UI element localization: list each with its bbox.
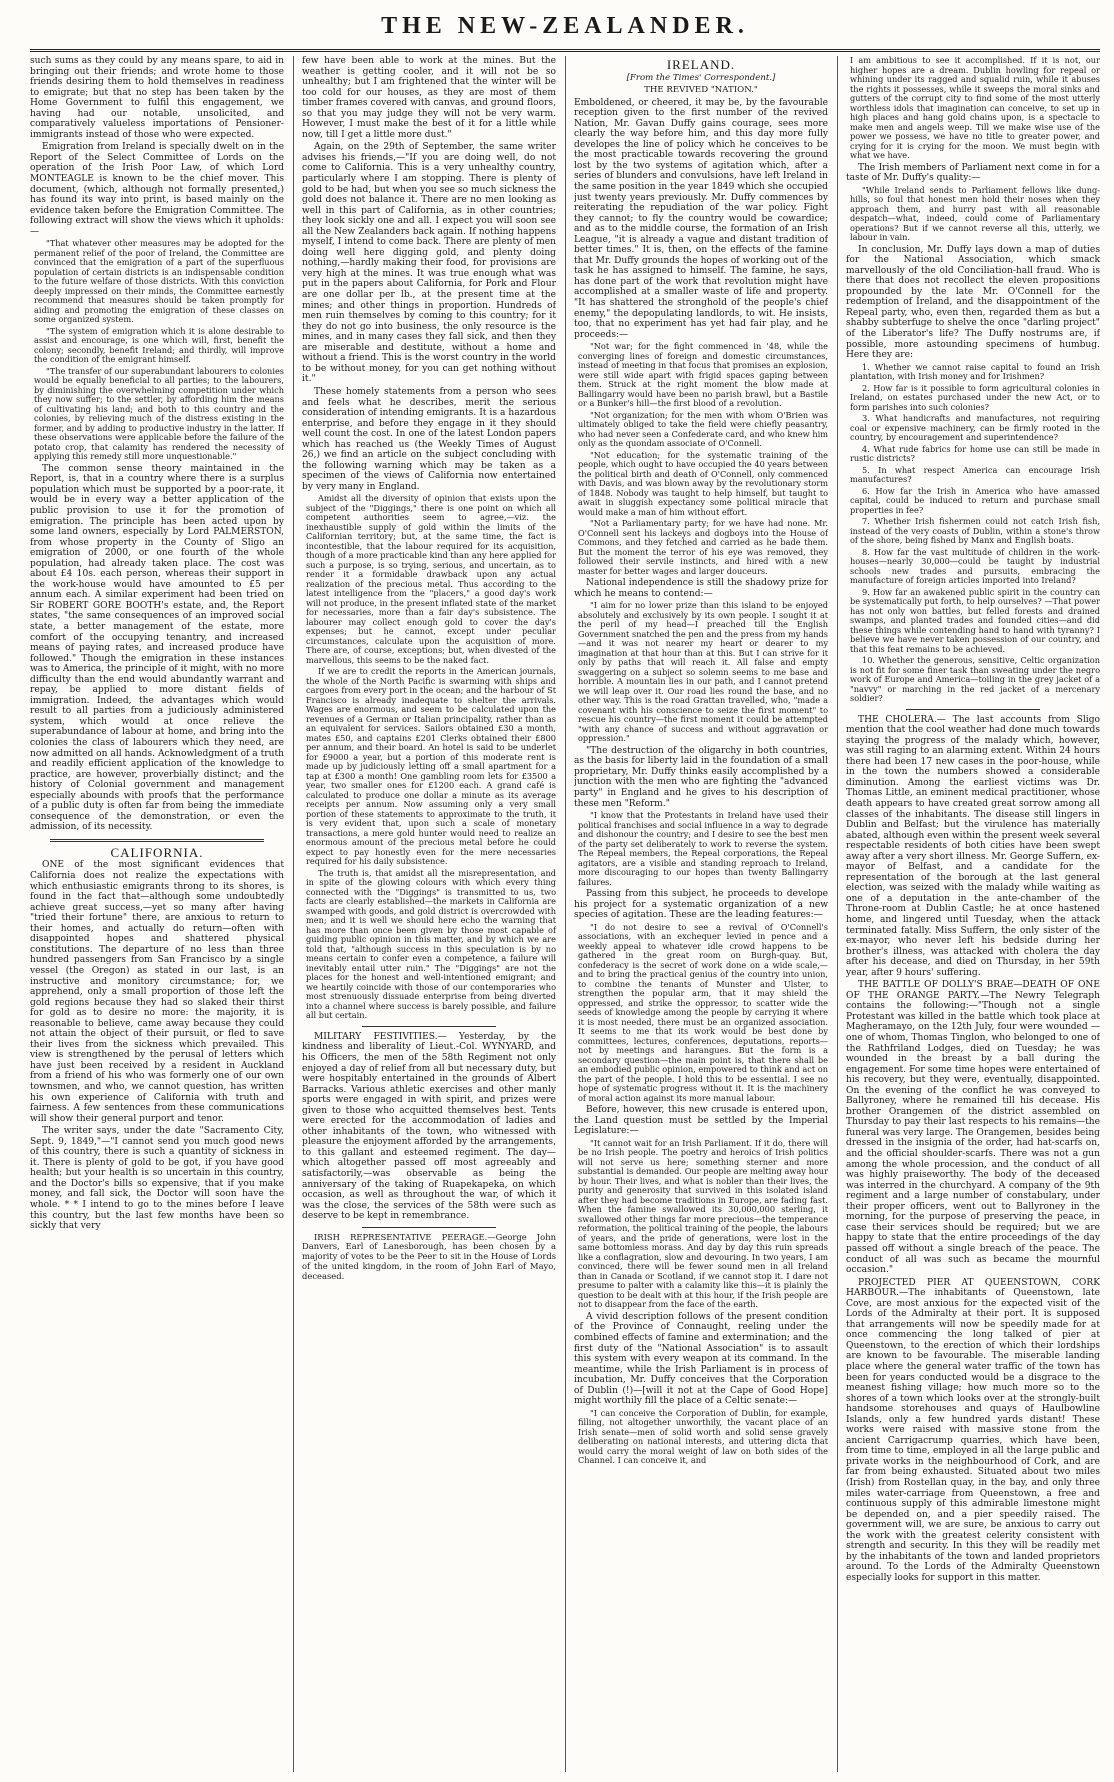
ireland-quote-corporation: "I can conceive the Corporation of Dublin, for example, filling, not altogether unworthily, the vacant place of an Irish senate—men of solid worth and solid sense gravely deliberating on national interests, and uttering dicta that would carry the moral weight of law on both sides of the Channel. I can conceive it, and: [578, 1407, 828, 1466]
cholera-item: THE CHOLERA.— The last accounts from Sligo mention that the cool weather had done much towards staying the progress of the malady which, however, was still raging to an alarming extent. Within 24 hours there had been 17 new cases in the poor-house, while in the town the numbers showed a considerable diminution. Among the earliest victims was Dr. Thomas Little, an eminent medical practitioner, whose death appears to have created great sorrow among all classes of the inhabitants. The disease still lingers in Dublin and Belfast; but the virulence has materially abated, although even within the present week several respectable residents of both cities have been swept away after a very short illness. Mr. George Suffern, ex-mayor of Belfast, and a candidate for the representation of the borough at the last general election, was seized with the malady while waiting as one of a deputation in the ante-chamber of the Throne-room at Dublin Castle; he at once hastened home, and lingered until Tuesday, when the attack terminated fatally. Miss Suffern, the only sister of the ex-mayor, who never left his bedside during her brother's illness, was attacked with cholera the day after his decease, and died on Thursday, in her 59th year, after 9 hours' suffering.: [846, 714, 1100, 978]
column-rule: [837, 56, 838, 1772]
column-2: [302, 56, 556, 1772]
ireland-quote-education: "Not education; for the systematic training of the people, which ought to have occupied the 40 years between the political birth and death of O'Connell, only commenced with Davis, and was blown away by the revolutionary storm of 1848. Nobody was taught to help himself, but taught to await in sluggish expectancy some political miracle that would make a man of him without effort.: [578, 449, 828, 517]
masthead-rule: [30, 49, 1100, 52]
duffy-list-item: 5. In what respect America can encourage Irish manufactures?: [850, 464, 1100, 485]
duffy-list-item: 6. How far the Irish in America who have amassed capital, could be induced to return and purchase small properties in fee?: [850, 485, 1100, 515]
ireland-quote-prize: "I aim for no lower prize than this island to be enjoyed absolutely and exclusively by its own people. I sought it at the peril of my head—I preached till the English Government snatched the pen and the press from my hands—and it was not nearer my heart or dearer to my imagination at that hour than at this. But I can strive for it only by paths that will reach it. All false and empty swaggering on a subject so solemn seems to me base and horrible. A mountain lies in our path, and I cannot pretend we will leap over it. Our road lies round the base, and no other way. This is the road Grattan travelled, who, "made a covenant with his conscience to seize the first moment" to rescue his country—the first moment it could be attempted "with any chance of success and without aggravation or oppression.": [578, 600, 828, 744]
section-divider: [50, 839, 264, 842]
item-divider: [906, 709, 1040, 710]
california-letter: The writer says, under the date "Sacramento City, Sept. 9, 1849,"—"I cannot send you much good news of this country, there is such a quantity of sickness in it. There is plenty of gold to be got, if you have good health; but your health is so uncertain in this country, and the Doctor's bills so expensive, that if you make money, and fall sick, the Doctor will soon have the whole. * * I intend to go to the mines before I leave this country, but the last few months have been so sickly that very: [30, 1126, 284, 1232]
california-letter-2: Again, on the 29th of September, the same writer advises his friends,—"If you are doing well, do not come to California. This is a very unhealthy country, particularly where I am stopping. There is plenty of gold to be had, but when you see so much sickness the gold does not balance it. There are no men looking as well in this part of California, as in other countries; they look sickly one and all. I expect you will soon see all the New Zealanders back again. If nothing happens myself, I intend to come back. There are plenty of men doing well here digging gold, and plenty doing nothing,—hardly making their food, for provisions are very high at the mines. It was true enough what was put in the papers about California, for Pork and Flour are one dollar per lb., at the present time at the mines; and other things in proportion. Hundreds of men ruin themselves by coming to this country; for it they do not go into business, the only resource is the mines, and in many cases they fall sick, and then they are miserable and destitute, without a home and without a friend. This is the worst country in the world to be without money, for you can get nothing without it.": [302, 142, 556, 385]
column-rule: [565, 56, 566, 1772]
ireland-quote-parliament: "Not a Parliamentary party; for we have had none. Mr. O'Connell sent his lackeys and dogboys into the House of Commons, and they fetched and carried as he bade them. But the moment the terror of his eye was removed, they followed their servile instincts, and hired with a new master for better wages and larger douceurs.: [578, 518, 828, 576]
newspaper-title: THE NEW-ZEALANDER.: [381, 13, 749, 39]
military-festivities-item: MILITARY FESTIVITIES.— Yesterday, by the kindness and liberality of Lieut.-Col. WYNYARD, and his Officers, the men of the 58th Regiment not only enjoyed a day of relief from all but necessary duty, but were hospitably entertained in the grounds of Albert Barracks. Various athletic exercises and other manly sports were engaged in with spirit, and prizes were given to those who acquitted themselves best. Tents were erected for the accommodation of ladies and other inhabitants of the town, who witnessed with pleasure the enjoyment afforded by the arrangements, to this gallant and esteemed regiment. The day—which altogether passed off most agreeably and satisfactorily,—was observable as being the anniversary of the taking of Ruapekapeka, on which occasion, as well as throughout the war, of which it was the close, the services of the 58th were such as deserve to be kept in remembrance.: [302, 1031, 556, 1222]
column-1: [30, 56, 284, 1772]
ireland-heading: IRELAND.: [666, 57, 736, 72]
emigration-theory-paragraph: The common sense theory maintained in the Report, is, that in a country where there is a surplus population which must be supported by a poor-rate, it would be in every way a better application of the public provision to use it for the promotion of emigration. The principle has been acted upon by some land owners, especially by Lord PALMERSTON, from whose property in the County of Sligo an emigration of 2000, or one fourth of the whole population, had already taken place. The cost was about £4 10s. each person, whereas their support in the work-house would have amounted to £5 per annum each. A similar experiment had been tried on Sir ROBERT GORE BOOTH's estate, and, the Report states, "the same consequences of an improved social state, a better management of the estate, more comfort of the occupying tenantry, and increased means of paying rates, and increased produce have followed." Though the emigration in these instances was to America, the principle of it might, with no more difficulty than the end would abundantly warrant and repay, be applied to more distant fields of immigration. Indeed, the advantages which would result to all parties from a judiciously administered system, which would at once relieve the superabundance of labour at home, and bring into the colonies the class of labourers which they need, are now admitted on all hands. Acknowledgment of a truth and readily efficient application of the knowledge to practice, are however, proverbially distinct; and the history of Colonial government and management especially abounds with proofs that the performance of a public duty is often far from being the immediate consequence of the demonstration, or even the admission, of its necessity.: [30, 463, 284, 833]
report-quote-2: "The system of emigration which it is alone desirable to assist and encourage, is one which will, first, benefit the colony; secondly, benefit Ireland; and thirdly, will improve the condition of the emigrant himself.: [34, 325, 284, 365]
report-quote-3: "The transfer of our superabundant labourers to colonies would be equally beneficial to all parties; to the labourers, by diminishing the overwhelming competition under which they now suffer; to the settler, by affording him the means of cultivating his land; and both to this country and the colonies, by relieving much of the distress existing in the former, and by adding to productive industry in the latter. If these observations were applicable before the failure of the potato crop, that calamity has rendered the necessity of applying this remedy still more unquestionable.": [34, 365, 284, 462]
ireland-quote-war: "Not war; for the fight commenced in '48, while the converging lines of foreign and domestic circumstances, instead of meeting in that focus that promises an explosion, were still wide apart with frigid spaces gaping between them. Struck at the right moment the blow made at Ballingarry would have been no parish brawl, but a Bastile or a Bunker's hill—the first blood of a revolution.: [578, 341, 828, 409]
ireland-quote-land: "It cannot wait for an Irish Parliament. If it do, there will be no Irish people. The poetry and heroics of Irish politics will not serve us here; something sterner and more substantial is demanded. Our people are melting away hour by hour. Their lives, and what is nobler than their lives, the purity and generosity that survived in this isolated island after they had become traditions in Europe, are fading fast. When the famine swallowed its 30,000,000 sterling, it swallowed other things far more precious—the temperance reformation, the political training of the people, the labours of years, and the pride of generations, were lost in the same bottomless morass. And day by day this ruin spreads like a conflagration, slow and devouring. In two years, I am convinced, there will be fewer sound men in all Ireland than in Canada or Scotland, if we cannot stop it. I dare not presume to palter with a calamity like this—it is plainly the question to be dealt with at this hour, if the Irish people are not to disappear from the face of the earth.: [578, 1137, 828, 1310]
ireland-quote-organization: "Not organization; for the men with whom O'Brien was ultimately obliged to take the field were chiefly peasantry, who had never seen a Confederate card, and who knew him only as the quondam associate of O'Connell.: [578, 409, 828, 449]
california-heading: CALIFORNIA.: [110, 844, 204, 860]
ireland-paragraph-2: National independence is still the shadowy prize for which he means to contend:—: [574, 578, 828, 599]
ireland-paragraph-7: The Irish members of Parliament next come in for a taste of Mr. Duffy's quality:—: [846, 162, 1100, 184]
ireland-paragraph-5: Before, however, this new crusade is entered upon, the Land question must be settled by the Imperial Legislature:—: [574, 1105, 828, 1137]
column-rule: [293, 56, 294, 1772]
column-3: [574, 56, 828, 1772]
ireland-quote-protestants: "I know that the Protestants in Ireland have used their political franchises and social influence in a way to degrade and dishonour the country; and I desire to see the best men of the party set deliberately to work to reverse the system. The Repeal members, the Repeal corporations, the Repeal agitators, are a visible and standing reproach to Ireland, more discouraging to our hopes than twenty Ballingarry failures.: [578, 810, 828, 887]
ireland-paragraph-3: "The destruction of the oligarchy in both countries, as the basis for liberty laid in the foundation of a small proprietary, Mr. Duffy thinks easily accomplished by a junction with the men who are fighting the "advanced party" in England and he gives to his description of these men "Reform.": [574, 745, 828, 809]
report-quote-1: "That whatever other measures may be adopted for the permanent relief of the poor of Ireland, the Committee are convinced that the emigration of a part of the superfluous population of certain districts is an indispensable condition to the future welfare of those districts. With this conviction deeply impressed on their minds, the Committee earnestly recommend that measures should be taken promptly for aiding and promoting the emigration of these classes on some organized system.: [34, 238, 284, 325]
ireland-paragraph-6: A vivid description follows of the present condition of the Province of Connaught, reeling under the combined effects of famine and extermination; and the first duty of the "National Association" is to assault this system with every weapon at its command. In the meantime, while the Irish Parliament is in process of incubation, Mr. Duffy conceives that the Corporation of Dublin (!)—[will it not at the Cape of Good Hope] might worthily fill the place of a Celtic senate:—: [574, 1311, 828, 1407]
queenstown-pier-item: PROJECTED PIER AT QUEENSTOWN, CORK HARBOUR.—The inhabitants of Queenstown, late Cove, are most anxious for the expected visit of the Lords of the Admiralty at their port. It is supposed that arrangements will now be speedily made for at once commencing the long talked of pier at Queenstown, to the erection of which their lordships are known to be favourable. The miserable landing place where the general water traffic of the town has been for years conducted would be a disgrace to the meanest fishing village; how much more so to the shores of a town which looks over at the strongly-built handsome storehouses and quays of Haulbowline Islands, only a few hundred yards distant! These works were raised with massive stone from the ancient Carrigacrump quarries, which have been, from time to time, employed in all the large public and private works in the neighbourhood of Cork, and are far from being exhausted. Situated about two miles (Irish) from Rostellan quay, in the bay, and only three miles water-carriage from Queenstown, a free and continuous supply of this admirable limestone might be depended on, and a pier speedily raised. The government will, we are sure, be anxious to carry out the work with the greatest celerity consistent with strength and security. In this they will be readily met by the inhabitants of the town and landed proprietors around. To the Lords of the Admiralty Queenstown especially looks for support in this matter.: [846, 1277, 1100, 1583]
masthead: [30, 8, 1100, 52]
duffy-list-item: 1. Whether we cannot raise capital to found an Irish plantation, with Irish money and for Irishmen?: [850, 361, 1100, 382]
ireland-paragraph-4: Passing from this subject, he proceeds to develope his project for a systematic organization of a new species of agitation. These are the leading features:—: [574, 889, 828, 921]
california-letter-continued: few have been able to work at the mines. But the weather is getting cooler, and it will not be so unhealthy; but I am frightened that the winter will be too cold for our houses, as they are most of them timber frames covered with canvas, and ground floors, so that you may judge they will not be very warm. However, I must make the best of it for a little while now, till I get a little more dust.": [302, 56, 556, 140]
duffy-list-item: 4. What rude fabrics for home use can still be made in rustic districts?: [850, 443, 1100, 464]
emigration-paragraph: Emigration from Ireland is specially dwelt on in the Report of the Select Committee of Lords on the operation of the Irish Poor Law, of which Lord MONTEAGLE is known to be the chief mover. This document, (which, although not formally presented,) has found its way into print, is based mainly on the evidence taken before the Emigration Committee. The following extract will show the views which it upholds:—: [30, 142, 284, 237]
ireland-paragraph-8: In conclusion, Mr. Duffy lays down a map of duties for the National Association, which smack marvellously of the old Conciliation-hall fraud. Who is there that does not recollect the eleven propositions propounded by the late Mr. O'Connell for the redemption of Ireland, and the disappointment of the Repeal party, who, even then, regarded them as but a shabby subterfuge to shelve the once "darling project" of the Liberator's life? The Duffy nostrums are, if possible, more astounding specimens of humbug. Here they are:: [846, 244, 1100, 361]
ireland-quote-continued: I am ambitious to see it accomplished. If it is not, our higher hopes are a dream. Dublin howling for repeal or whining under its ragged and squalid ruin, while it abuses the rights it possesses, while it sweeps the moral sinks and gutters of the corrupt city to find some of the most utterly worthless idols that imagination can conceive, to set up in high places and hang gold chains upon, is a spectacle to make men and angels weep. Till we make wise use of the power we possess, we have no title to greater power, and crying for it is crying for the moon. We must begin with what we have.: [850, 56, 1100, 160]
duffy-list-item: 7. Whether Irish fishermen could not catch Irish fish, instead of the very coasts of Dublin, within a stone's throw of the shore, being fished by Manx and English boats.: [850, 516, 1100, 546]
ireland-paragraph-1: Emboldened, or cheered, it may be, by the favourable reception given to the first number of the revived Nation, Mr. Gavan Duffy gains courage, sees more clearly the way before him, and this day more fully developes the line of policy which he conceives to be the most practicable towards recovering the ground lost by the two systems of agitation which, after a series of blunders and convulsions, have left Ireland in the same position in the year 1849 which she occupied just twenty years previously. Mr. Duffy commences by reiterating the repudiation of the war policy. Fight they cannot; to fly the country would be cowardice; and as to the middle course, the formation of an Irish League, "it is already a vague and distant tradition of better times." It is, then, on the effects of the famine that Mr. Duffy grounds the hopes of working out of the task he has assigned to himself. The famine, he says, has done part of the work that revolution might have accomplished at a smaller waste of life and property. "It has shattered the stronghold of the people's chief enemy," the depopulating landlords, to wit. He insists, too, that no experiment has yet had fair play, and he proceeds:—: [574, 97, 828, 340]
ireland-quote-association: "I do not desire to see a revival of O'Connell's associations, with an exchequer levied in pence and a weekly appeal to whatever idle crowd happens to be gathered in the great room on Burgh-quay. But, confederacy is the secret of work done on a wide scale,—and to bring the practical genius of the country into union, to combine the tenants of Munster and Ulster, to strengthen the popular arm, that it may shield the oppressed, and strike the oppressor, to scatter wide the seeds of knowledge among the people by carrying it where it is most needed, there must be an organized association. It seems to me that its work would be best done by committees, lectures, conferences, deputations, reports—not by meetings and harangues. But the form is a secondary question—the main point is, that there shall be an embodied public opinion, empowered to think and act on the part of the people. I hold this to be essential. I see no hope of systematic progress without it. It is the machinery of moral action against its more manual labour.: [578, 921, 828, 1103]
ireland-byline: [From the Times' Correspondent.]: [626, 72, 776, 83]
duffy-list-item: 3. What handicrafts and manufactures, not requiring coal or expensive machinery, can be firmly rooted in the country, by encouragement and superintendence?: [850, 413, 1100, 443]
weekly-times-quote-1: Amidst all the diversity of opinion that exists upon the subject of the "Diggings," there is one point on which all competent authorities seem to agree,—viz. the inexhaustible supply of gold within the limits of the Californian territory; but, at the same time, the fact is incontestible, that the labour required for its acquisition, though of a more practicable kind than any here applied for such a purpose, is so trying, serious, and uncertain, as to render it a formidable drawback upon any actual realization of the precious metal. Thus according to the latest intelligence from the "placers," a good day's work will not produce, in the present inflated state of the market for necessaries, more than a fair day's subsistence. The labourer may collect enough gold to cover the day's expenses; but he cannot, except under peculiar circumstances, calculate upon the acquisition of more. There are, of course, exceptions; but, when divested of the marvellous, this seems to be the naked fact.: [306, 493, 556, 665]
duffy-list-item: 2. How far is it possible to form agricultural colonies in Ireland, on estates purchased under the new Act, or to form parishes into such colonies?: [850, 382, 1100, 412]
ireland-subheading: THE REVIVED "NATION.": [644, 85, 758, 96]
california-paragraph-1: ONE of the most significant evidences that California does not realize the expectations with which enthusiastic emigrants throng to its shores, is found in the fact that—although some undoubtedly achieve great success,—yet so many after having "tried their fortune" there, are anxious to return to their homes, and actually do return—often with disappointed hopes and shattered physical constitutions. The departure of no less than three hundred passengers from San Francisco by a single vessel (the Oregon) as stated in our last, is an instructive and monitory circumstance; for, we apprehend, only a small proportion of those left the gold regions because they had so slaked their thirst for gold as to desire no more: the majority, it is reasonable to believe, came away because they could not attain the object of their pursuit, or fled to save their lives from the sickness which prevailed. This view is strengthened by the perusal of letters which have just been received by a resident in Auckland from a friend of his who was formerly one of our own townsmen, and who, we cannot question, has written his own experience of California with truth and fairness. A few sentences from these communications will show their general purport and tenor.: [30, 860, 284, 1124]
column-4: [846, 56, 1100, 1772]
ireland-quote-members: "While Ireland sends to Parliament fellows like dung-hills, so foul that honest men hold their noses when they approach them, and hurry past with all reasonable despatch—what, indeed, could come of Parliamentary operations? But if we cannot reverse all this, utterly, we labour in vain.: [850, 184, 1100, 243]
item-divider: [362, 1227, 496, 1228]
duffy-list-item: 9. How far an awakened public spirit in the country can be systematically put forth, to help ourselves? —That power has not only won battles, but felled forests and drained swamps, and planted trades and founded cities—and did these things while contending hand to hand with tyranny? I believe we have never taken possession of our country, and that this feat remains to be achieved.: [850, 586, 1100, 654]
item-divider: [362, 1026, 496, 1027]
article-columns: [30, 56, 1100, 1772]
emigration-continued: such sums as they could by any means spare, to aid in bringing out their friends; and wrote home to those friends desiring them to hold themselves in readiness to emigrate; but that no step has been taken by the Home Government to fulfil this engagement, we having had our notable, unsolicited, and comparatively valueless importations of Pensioner-immigrants instead of those who were expected.: [30, 56, 284, 140]
duffy-list-item: 10. Whether the generous, sensitive, Celtic organization is not fit for some finer task than sweating under the negro work of Europe and America—toiling in the grey jacket of a "navvy" or marching in the red jacket of a mercenary soldier?: [850, 655, 1100, 704]
california-commentary: These homely statements from a person who sees and feels what he describes, merit the serious consideration of intending emigrants. It is a hazardous enterprise, and before they engage in it they should well count the cost. In one of the latest London papers which has reached us (the Weekly Times of August 26,) we find an article on the subject concluding with the following warning which may be taken as a specimen of the views of California now entertained by very many in England.: [302, 386, 556, 492]
weekly-times-quote-3: The truth is, that amidst all the misrepresentation, and in spite of the glowing colours with which every thing connected with the "Diggings" is transmitted to us, two facts are clearly established—the markets in California are swamped with goods, and gold district is overcrowded with men; and it is well we should here echo the warning that has more than once been given by those most capable of guiding public opinion in this matter, and by which we are told that, "although success in this speculation is by no means certain to confer even a competence, a failure will inevitably entail utter ruin." The "Diggings" are not the places for the honest and well-intentioned emigrant; and we heartily coincide with those of our contemporaries who most strenuously dissuade enterprise from being diverted into a channel where success is barely possible, and failure all but certain.: [306, 867, 556, 1021]
duffy-list-item: 8. How far the vast multitude of children in the work-houses—nearly 30,000—could be taught by industrial schools new trades and pursuits, embracing the manufacture of foreign articles imported into Ireland?: [850, 546, 1100, 586]
weekly-times-quote-2: If we are to credit the reports in the American journals, the whole of the North Pacific is swarming with ships and cargoes from every port in the ocean; and the harbour of St Francisco is already inadequate to shelter the arrivals. Wages are enormous, and seem to be calculated upon the revenues of a German or Italian principality, rather than as an equivalent for services. Sailors obtained £30 a month, mates £50, and captains £201 Clerks obtained their £800 per annum, and their board. An hotel is said to be underlet for £9000 a year, but a portion of this moderate rent is made up by judiciously letting off a small apartment for a tap at £300 a month! One gambling room lets for £3500 a year, two smaller ones for £1200 each. A grand café is calculated to produce one dollar a minute as its average receipts per annum. Now assuming only a very small portion of these statements to approximate to the truth, it is very evident that, upon such a scale of monetary transactions, a mere gold hunter would need to realize an enormous amount of the precious metal before he could expect to pay honestly even for the mere necessaries required for his daily subsistence.: [306, 666, 556, 867]
dollys-brae-item: THE BATTLE OF DOLLY'S BRAE—DEATH OF ONE OF THE ORANGE PARTY.—The Newry Telegraph contains the following:—"Though not a single Protestant was killed in the battle which took place at Magheramayo, on the 12th July, four were wounded —one of whom, Thomas Tinglon, who belonged to one of the Rathfriland Lodges, died on Tuesday; he was wounded in the breast by a ball during the engagement. For some time hopes were entertained of his recovery, but they were, eventually, disappointed. On the evening of the conflict he was conveyed to Ballyroney, where he remained till his decease. His brother Orangemen of the district assembled on Thursday to pay their last respects to his remains—the funeral was very large. The Orangemen, besides being dressed in the insignia of the order, had hat-scarfs on, and the official shoulder-scarfs. There was not a gun among the whole procession, and the conduct of all was highly praiseworthy. The body of the deceased was interred in the churchyard. A company of the 9th regiment and a large number of constabulary, under their proper officers, went out to Ballyroney in the morning, for the purpose of preserving the peace, in case their services should be required; but we are happy to state that the entire proceedings of the day passed off without a single breach of the peace. The conduct of all was such as became the mournful occasion.": [846, 980, 1100, 1276]
irish-peerage-item: IRISH REPRESENTATIVE PEERAGE.—George John Danvers, Earl of Lanesborough, has been chosen by a majority of votes to be the Peer to sit in the House of Lords of the united kingdom, in the room of John Earl of Mayo, deceased.: [302, 1231, 556, 1281]
